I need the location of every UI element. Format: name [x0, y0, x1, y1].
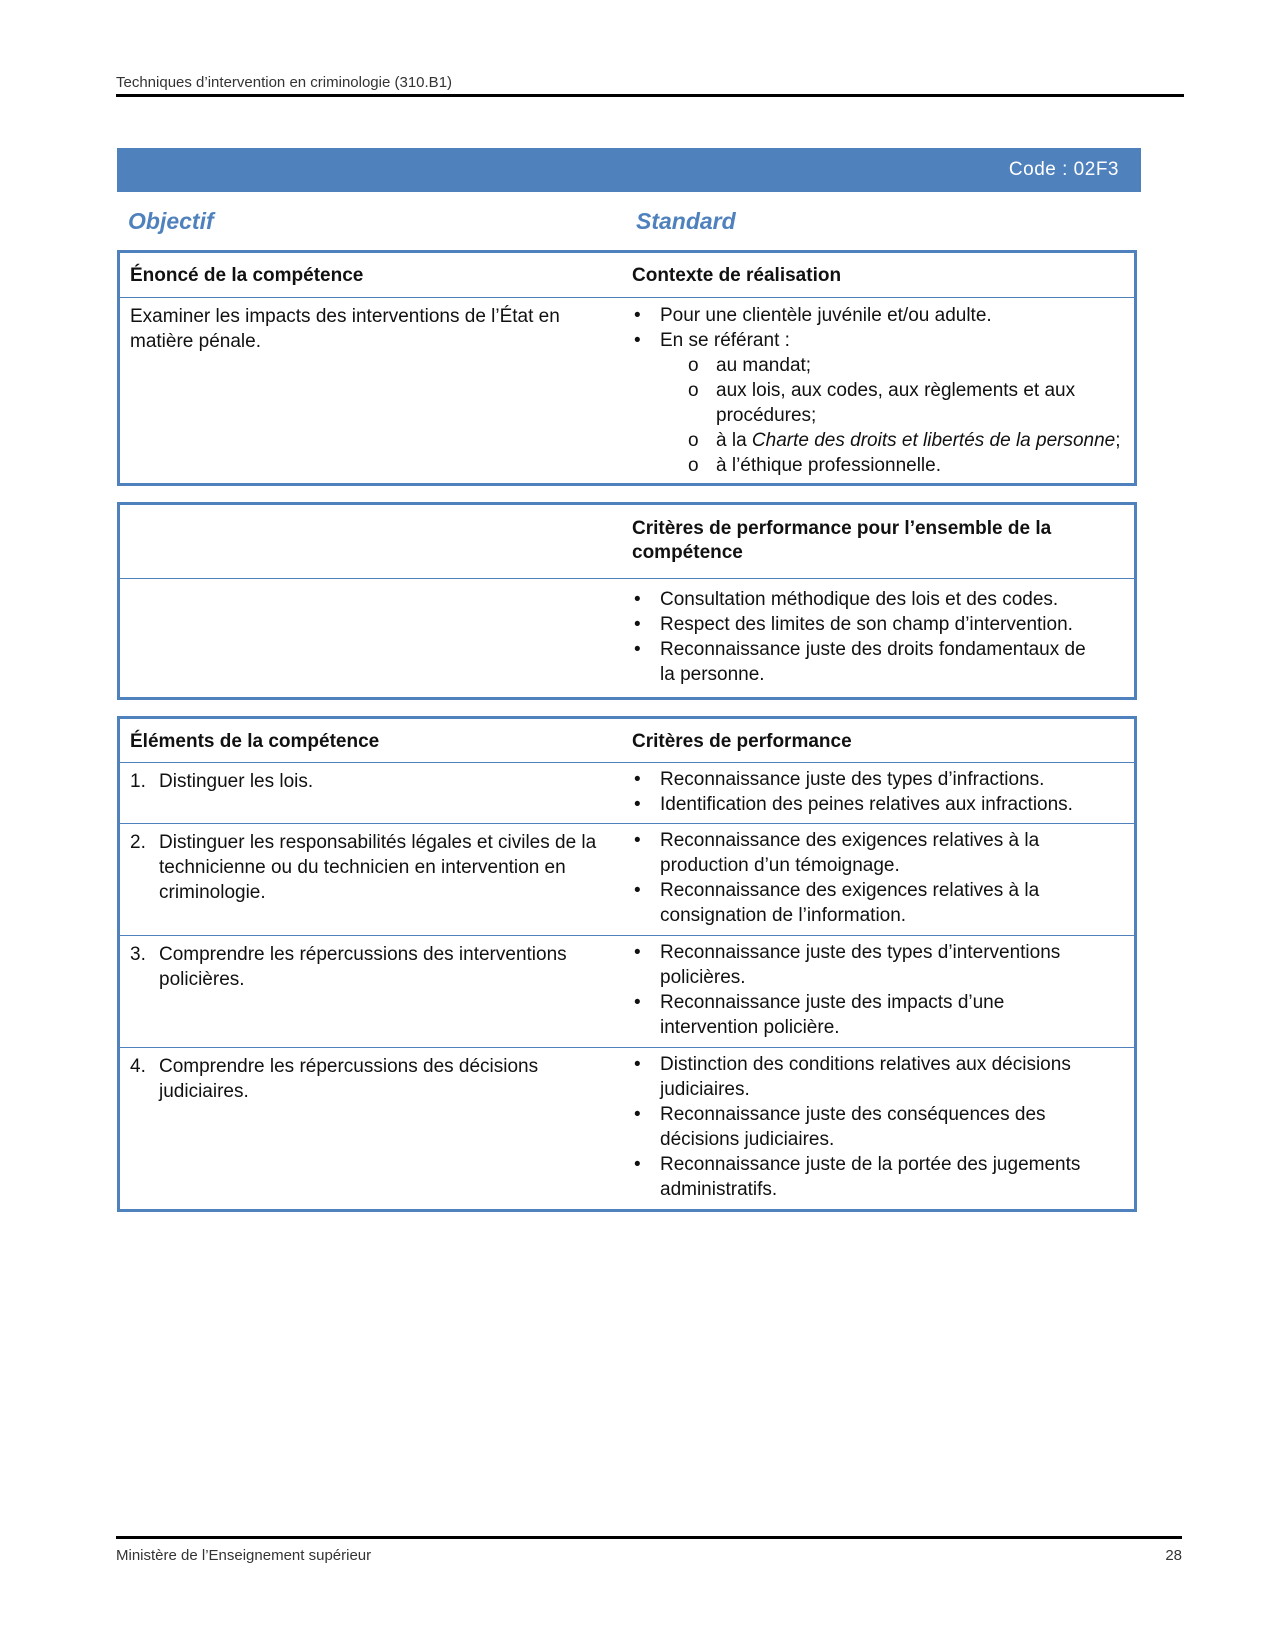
enonce-text: Examiner les impacts des interventions de l’État en matière pénale. [130, 306, 560, 352]
charter-title: Charte des droits et libertés de la personne [751, 430, 1116, 451]
standard-heading: Standard [636, 208, 736, 234]
criteres-ensemble-header: Critères de performance pour l’ensemble de la compétence [632, 518, 1052, 563]
table-row [120, 1047, 1134, 1210]
element-item: 3. Comprendre les répercussions des interventions policières. [130, 944, 567, 990]
contexte-list [632, 303, 1122, 478]
list-item: • Distinction des conditions relatives aux décisions judiciaires. [634, 1054, 1071, 1100]
table-row [120, 762, 1134, 823]
list-item: • Reconnaissance des exigences relatives à la production d’un témoignage. [634, 830, 1040, 876]
bullet-icon: • [634, 1104, 641, 1125]
element-item: 1. Distinguer les lois. [130, 771, 314, 792]
table-row [120, 578, 1134, 697]
list-item: • En se référant : o au mandat; o aux lois, aux codes, aux règlements et aux procédures; o à la Charte des droits et libertés de la personne; o à l’éthique professionnelle. [634, 330, 1121, 476]
elements-criteres-table [117, 716, 1137, 1212]
circle-bullet-icon: o [688, 355, 699, 376]
list-item: • Reconnaissance juste des droits fondamentaux de la personne. [634, 639, 1086, 685]
table-row [120, 935, 1134, 1047]
list-item: • Reconnaissance juste des conséquences des décisions judiciaires. [634, 1104, 1046, 1150]
bullet-icon: • [634, 1154, 641, 1175]
competency-code: Code : 02F3 [1008, 159, 1119, 180]
page-number: 28 [1165, 1547, 1182, 1564]
objectif-heading: Objectif [128, 208, 214, 234]
page-header [116, 74, 1184, 97]
circle-bullet-icon: o [688, 380, 699, 401]
criteria-list [632, 767, 1122, 817]
bullet-icon: • [634, 614, 641, 635]
bullet-icon: • [634, 942, 641, 963]
page-footer [116, 1536, 1182, 1564]
list-item: • Reconnaissance juste des impacts d’une intervention policière. [634, 992, 1005, 1038]
table-header-row [120, 505, 1134, 578]
bullet-icon: • [634, 794, 641, 815]
sub-list-item: o au mandat; [688, 355, 812, 376]
circle-bullet-icon: o [688, 430, 699, 451]
sub-list-item: o à l’éthique professionnelle. [688, 455, 941, 476]
table-row [120, 823, 1134, 935]
bullet-icon: • [634, 830, 641, 851]
document-title: Techniques d’intervention en criminologie (310.B1) [116, 74, 453, 91]
contexte-header: Contexte de réalisation [632, 265, 842, 286]
element-item: 2. Distinguer les responsabilités légales et civiles de la technicienne ou du technicien en intervention en criminologie. [130, 832, 597, 903]
criteria-list [632, 940, 1122, 1040]
bullet-icon: • [634, 639, 641, 660]
bullet-icon: • [634, 992, 641, 1013]
list-item: • Reconnaissance juste des types d’infractions. [634, 769, 1045, 790]
table-header-row [120, 719, 1134, 762]
bullet-icon: • [634, 769, 641, 790]
sub-list-item: o aux lois, aux codes, aux règlements et aux procédures; [688, 380, 1076, 426]
criteres-ensemble-table [117, 502, 1137, 700]
list-item: • Reconnaissance juste de la portée des jugements administratifs. [634, 1154, 1081, 1200]
bullet-icon: • [634, 880, 641, 901]
element-item: 4. Comprendre les répercussions des décisions judiciaires. [130, 1056, 539, 1102]
list-item: • Consultation méthodique des lois et des codes. [634, 589, 1059, 610]
sub-list-item: o à la Charte des droits et libertés de la personne; [688, 430, 1121, 451]
bullet-icon: • [634, 330, 641, 351]
list-item: • Reconnaissance juste des types d’interventions policières. [634, 942, 1061, 988]
bullet-icon: • [634, 589, 641, 610]
ministry-name: Ministère de l’Enseignement supérieur [116, 1547, 372, 1564]
list-item: • Pour une clientèle juvénile et/ou adulte. [634, 305, 992, 326]
code-bar [117, 148, 1141, 192]
criteria-list [632, 1052, 1122, 1202]
elements-header: Éléments de la compétence [130, 731, 380, 752]
criteres-header: Critères de performance [632, 731, 852, 752]
table-row [120, 297, 1134, 484]
circle-bullet-icon: o [688, 455, 699, 476]
bullet-icon: • [634, 1054, 641, 1075]
criteria-list [632, 828, 1122, 928]
enonce-contexte-table [117, 250, 1137, 486]
enonce-header: Énoncé de la compétence [130, 265, 364, 286]
criteres-ensemble-list [632, 587, 1122, 687]
list-item: • Reconnaissance des exigences relatives à la consignation de l’information. [634, 880, 1040, 926]
list-item: • Identification des peines relatives aux infractions. [634, 794, 1073, 815]
table-header-row [120, 253, 1134, 297]
bullet-icon: • [634, 305, 641, 326]
list-item: • Respect des limites de son champ d’intervention. [634, 614, 1073, 635]
